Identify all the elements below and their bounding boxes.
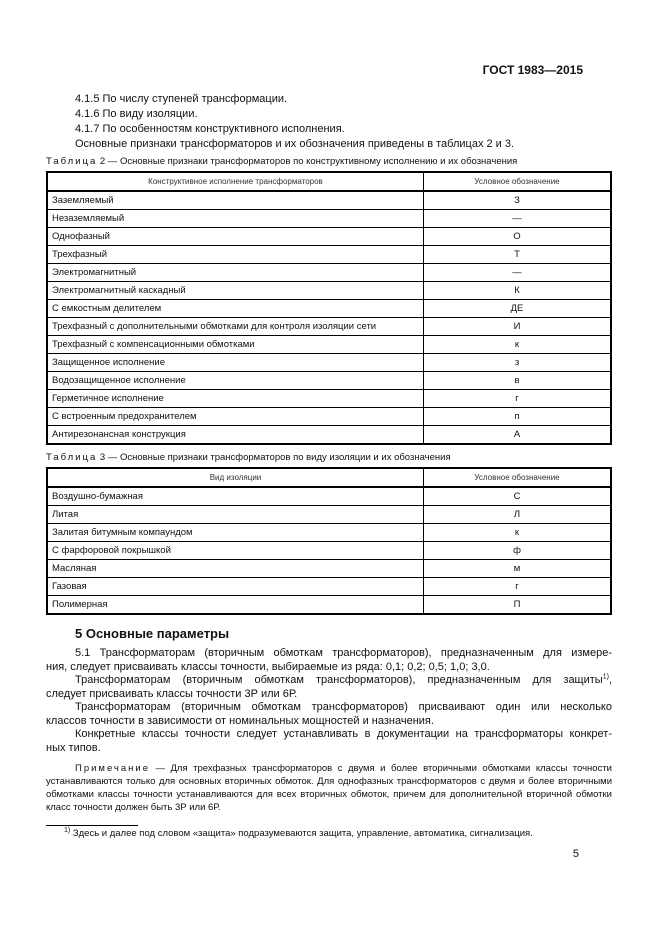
table-row [47,246,611,264]
section-title: 5 Основные параметры [75,626,230,641]
table-header-row [47,172,611,191]
cell-name: Трехфазный с дополнительными обмотками для контроля изоляции сети [47,318,424,336]
table-row [47,506,611,524]
cell-name: С фарфоровой покрышкой [47,542,424,560]
table2 [46,171,612,445]
paragraph: 4.1.7 По особенностям конструктивного исполнения. [75,123,345,135]
text: Трансформаторам (вторичным обмоткам трансформаторов), предназначенным для защиты [75,674,603,686]
table-row [47,542,611,560]
table-row [47,560,611,578]
cell-code: ф [424,542,612,560]
cell-code: г [424,578,612,596]
paragraph-line: ния, следует присваивать классы точности, выбираемые из ряда: 0,1; 0,2; 0,5; 1,0; 3,0. [46,660,490,673]
cell-name: Однофазный [47,228,424,246]
cell-code: А [424,426,612,445]
cell-name: Электромагнитный каскадный [47,282,424,300]
footnote-divider [46,825,138,826]
caption-label: Таблица [46,452,98,463]
table-row [47,300,611,318]
cell-code: — [424,210,612,228]
cell-name: Герметичное исполнение [47,390,424,408]
paragraph: 4.1.6 По виду изоляции. [75,108,198,120]
paragraph-line: Конкретные классы точности следует устанавливать в документации на трансформаторы конкрет- [75,728,612,740]
table-row [47,318,611,336]
cell-code: Л [424,506,612,524]
cell-code: к [424,336,612,354]
cell-code: ДЕ [424,300,612,318]
paragraph-line: ных типов. [46,741,101,754]
table2-caption [46,156,517,168]
cell-name: Трехфазный [47,246,424,264]
table-row [47,354,611,372]
cell-name: Газовая [47,578,424,596]
paragraph-line: Трансформаторам (вторичным обмоткам трансформаторов) присваивают один или несколько [75,701,612,713]
caption-label: Таблица [46,156,98,167]
cell-name: Залитая битумным компаундом [47,524,424,542]
table-row [47,228,611,246]
footnote [64,828,533,840]
cell-name: Защищенное исполнение [47,354,424,372]
table-row [47,372,611,390]
cell-code: м [424,560,612,578]
paragraph-line: следует присваивать классы точности 3Р или 6Р. [46,687,298,700]
cell-code: П [424,596,612,615]
cell-code: п [424,408,612,426]
table-row [47,524,611,542]
cell-name: Литая [47,506,424,524]
note-text: — Для трехфазных трансформаторов с двумя и более вторичными обмотками классы точности устанавливаются только для основных вторичных обмоток. Для однофазных трансформаторов с двумя и более вторичными обмотками классы точности устанавливаются для всех вторичных обмоток, причем для дополнительной вторичной обмотки класс точности должен быть 3Р или 6Р. [46,763,612,813]
cell-name: Полимерная [47,596,424,615]
paragraph: 4.1.5 По числу ступеней трансформации. [75,93,288,105]
cell-name: Масляная [47,560,424,578]
cell-code: С [424,487,612,506]
paragraph: Основные признаки трансформаторов и их обозначения приведены в таблицах 2 и 3. [75,138,515,150]
cell-code: Т [424,246,612,264]
footnote-text: Здесь и далее под словом «защита» подразумеваются защита, управление, автоматика, сигнализация. [70,828,533,839]
table-row [47,596,611,615]
cell-code: г [424,390,612,408]
cell-code: И [424,318,612,336]
table-row [47,487,611,506]
cell-name: Заземляемый [47,191,424,210]
table3-caption [46,452,451,464]
cell-code: к [424,524,612,542]
table-row [47,264,611,282]
cell-code: К [424,282,612,300]
footnote-ref: 1) [602,673,609,681]
cell-code: — [424,264,612,282]
caption-text: 3 — Основные признаки трансформаторов по виду изоляции и их обозначения [97,452,451,463]
footnote-mark: 1) [64,826,71,834]
table-row [47,426,611,445]
page-number: 5 [572,848,579,860]
caption-text: 2 — Основные признаки трансформаторов по конструктивному исполнению и их обозначения [97,156,518,167]
section-body [46,647,612,755]
column-header: Условное обозначение [424,468,612,487]
cell-name: Незаземляемый [47,210,424,228]
table-row [47,210,611,228]
table-row [47,191,611,210]
cell-name: Воздушно-бумажная [47,487,424,506]
table-row [47,282,611,300]
cell-name: С встроенным предохранителем [47,408,424,426]
note [46,762,612,814]
cell-name: С емкостным делителем [47,300,424,318]
cell-code: О [424,228,612,246]
column-header: Вид изоляции [47,468,424,487]
table-row [47,336,611,354]
cell-name: Антирезонансная конструкция [47,426,424,445]
paragraph-line [46,674,612,688]
column-header: Конструктивное исполнение трансформаторов [47,172,424,191]
cell-code: з [424,354,612,372]
cell-name: Трехфазный с компенсационными обмотками [47,336,424,354]
table-row [47,408,611,426]
column-header: Условное обозначение [424,172,612,191]
cell-code: З [424,191,612,210]
paragraph-line: 5.1 Трансформаторам (вторичным обмоткам трансформаторов), предназначенным для измере- [75,647,612,659]
note-label: Примечание [75,763,150,774]
table-row [47,390,611,408]
document-header: ГОСТ 1983—2015 [482,63,583,77]
table3 [46,467,612,615]
text: , [608,674,612,686]
cell-name: Водозащищенное исполнение [47,372,424,390]
paragraph-line: классов точности в зависимости от номинальных мощностей и назначения. [46,714,434,727]
table-header-row [47,468,611,487]
cell-name: Электромагнитный [47,264,424,282]
table-row [47,578,611,596]
cell-code: в [424,372,612,390]
